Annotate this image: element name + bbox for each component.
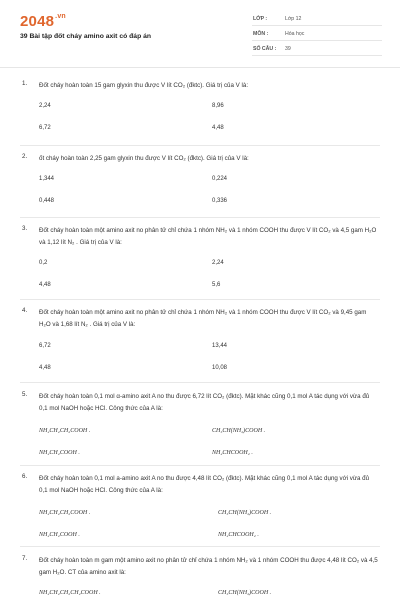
- option-d[interactable]: 5,6: [212, 282, 221, 288]
- divider: [20, 465, 380, 466]
- option-a[interactable]: 6,72: [39, 343, 51, 349]
- option-b[interactable]: CH₃CH(NH₂)COOH .: [218, 590, 272, 596]
- logo-text: 2048: [20, 13, 55, 30]
- option-a[interactable]: 2,24: [39, 103, 51, 109]
- option-a[interactable]: 0,2: [39, 260, 48, 266]
- question-text: Đốt cháy hoàn toàn m gam một amino axit no phân tử chỉ chứa 1 nhóm NH₂ và 1 nhóm COOH thu được 4,48 lít CO₂ và 4,5 gam H₂O. CT của amino axit là:: [39, 557, 378, 576]
- option-b[interactable]: 8,96: [212, 103, 224, 109]
- option-b[interactable]: 13,44: [212, 343, 228, 349]
- meta-row-subject: [252, 29, 382, 41]
- option-a[interactable]: NH₂CH₂CH₂COOH .: [39, 428, 91, 434]
- page-header: [0, 0, 400, 68]
- divider: [20, 145, 380, 146]
- option-c[interactable]: 4,48: [39, 365, 51, 371]
- option-c[interactable]: 0,448: [39, 198, 55, 204]
- option-d[interactable]: 0,336: [212, 198, 228, 204]
- divider: [20, 299, 380, 300]
- meta-value: 39: [285, 46, 291, 52]
- option-d[interactable]: 4,48: [212, 125, 224, 131]
- option-c[interactable]: NH₂CH₂COOH .: [39, 450, 80, 456]
- meta-key: LỚP :: [253, 16, 268, 22]
- question-text: Đốt cháy hoàn toàn một amino axit no phân tử chỉ chứa 1 nhóm NH₂ và 1 nhóm COOH thu được V lít CO₂ và 9,45 gam H₂O và 1,68 lít N₂ . Giá trị của V là:: [39, 309, 367, 328]
- option-c[interactable]: 6,72: [39, 125, 51, 131]
- question-text: Đốt cháy hoàn toàn một amino axit no phân tử chỉ chứa 1 nhóm NH₂ và 1 nhóm COOH thu được V lít CO₂ và 4,5 gam H₂O và 1,12 lít N₂ . Giá trị của V là:: [39, 227, 377, 246]
- divider: [20, 546, 380, 547]
- meta-value: Hóa học: [285, 31, 305, 37]
- option-d[interactable]: NH₂CHCOOH₂ .: [212, 450, 253, 456]
- question-number: 3.: [22, 225, 28, 232]
- meta-row-count: [252, 44, 382, 56]
- question-number: 6.: [22, 473, 28, 480]
- option-b[interactable]: CH₃CH(NH₂)COOH .: [218, 510, 272, 516]
- option-a[interactable]: NH₂CH₂CH₂COOH .: [39, 510, 91, 516]
- option-b[interactable]: 0,224: [212, 176, 228, 182]
- question-number: 1.: [22, 80, 28, 87]
- meta-key: MÔN :: [253, 31, 269, 37]
- option-c[interactable]: NH₂CH₂COOH .: [39, 532, 80, 538]
- document-title: 39 Bài tập đốt cháy amino axit có đáp án: [20, 33, 152, 40]
- option-b[interactable]: 2,24: [212, 260, 224, 266]
- question-text: Đốt cháy hoàn toàn 15 gam glyxin thu được V lít CO₂ (đktc). Giá trị của V là:: [39, 82, 249, 89]
- question-text: ốt cháy hoàn toàn 2,25 gam glyxin thu được V lít CO₂ (đktc). Giá trị của V là:: [39, 155, 249, 162]
- meta-value: Lớp 12: [285, 16, 302, 22]
- question-text: Đốt cháy hoàn toàn 0,1 mol α-amino axit A no thu được 6,72 lít CO₂ (đktc). Mặt khác cũng 0,1 mol A tác dụng với vừa đủ 0,1 mol NaOH hoặc HCl. Công thức của A là:: [39, 393, 370, 412]
- option-a[interactable]: NH₂CH₂CH₂CH₂COOH .: [39, 590, 101, 596]
- logo-suffix: .vn: [55, 13, 66, 20]
- divider: [20, 382, 380, 383]
- question-number: 5.: [22, 391, 28, 398]
- option-c[interactable]: 4,48: [39, 282, 51, 288]
- question-number: 7.: [22, 555, 28, 562]
- meta-key: SỐ CÂU :: [253, 46, 277, 52]
- option-a[interactable]: 1,344: [39, 176, 55, 182]
- question-number: 2.: [22, 153, 28, 160]
- option-d[interactable]: 10,08: [212, 365, 228, 371]
- option-d[interactable]: NH₂CHCOOH₂ .: [218, 532, 259, 538]
- option-b[interactable]: CH₃CH(NH₂)COOH .: [212, 428, 266, 434]
- divider: [20, 217, 380, 218]
- question-number: 4.: [22, 307, 28, 314]
- site-logo[interactable]: [20, 13, 66, 30]
- question-text: Đốt cháy hoàn toàn 0,1 mol a-amino axit A no thu được 4,48 lít CO₂ (đktc). Mặt khác cũng 0,1 mol A tác dụng với vừa đủ 0,1 mol NaOH hoặc HCl. Công thức của A là:: [39, 475, 370, 494]
- meta-row-class: [252, 14, 382, 26]
